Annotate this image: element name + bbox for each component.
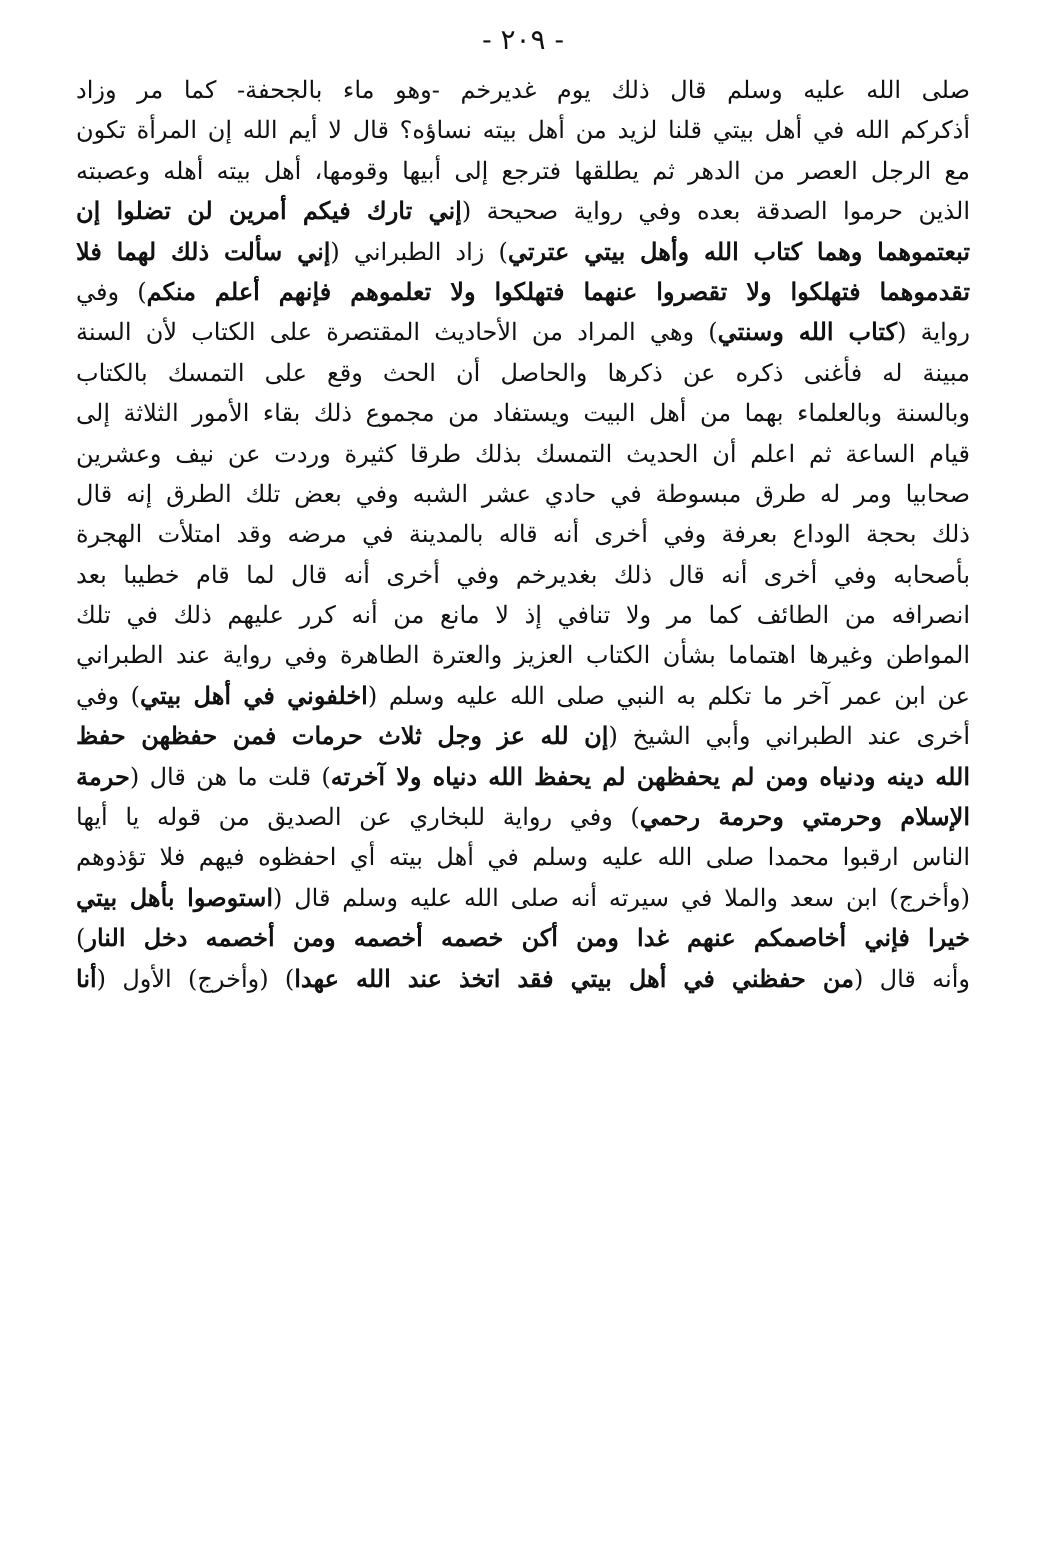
text-line <box>76 959 970 999</box>
text-segment: الناس ارقبوا محمدا صلى الله عليه وسلم في أهل بيته أي احفظوه فيهم فلا تؤذوهم <box>76 843 970 872</box>
text-line <box>76 272 970 312</box>
text-line <box>76 353 970 393</box>
text-segment: ) <box>76 924 86 953</box>
bold-quote-segment: استوصوا بأهل بيتي <box>76 882 274 912</box>
text-line <box>76 514 970 554</box>
bold-quote-segment: إني سألت ذلك لهما فلا <box>76 236 331 266</box>
text-line <box>76 595 970 635</box>
bold-quote-segment: الإسلام وحرمتي وحرمة رحمي <box>639 802 970 832</box>
text-line <box>76 232 970 272</box>
text-segment: وبالسنة وبالعلماء بهما من أهل البيت ويستفاد من مجموع ذلك بقاء الأمور الثلاثة إلى <box>76 399 970 428</box>
text-segment: مع الرجل العصر من الدهر ثم يطلقها فترجع إلى أبيها وقومها، أهل بيته أهله وعصبته <box>76 156 970 185</box>
text-line <box>76 434 970 474</box>
bold-quote-segment: الله دينه ودنياه ومن لم يحفظهن لم يحفظ الله دنياه ولا آخرته <box>330 761 970 791</box>
text-segment: عن ابن عمر آخر ما تكلم به النبي صلى الله عليه وسلم ( <box>367 681 970 710</box>
text-segment: بأصحابه وفي أخرى أنه قال ذلك بغديرخم وفي أخرى أنه قال لما قام خطيبا بعد <box>76 560 970 589</box>
text-line <box>76 635 970 675</box>
text-segment: ) قلت ما هن قال ( <box>129 762 331 791</box>
bold-quote-segment: إن لله عز وجل ثلاث حرمات فمن حفظهن حفظ <box>76 721 609 751</box>
text-line <box>76 837 970 877</box>
bold-quote-segment: كتاب الله وسنتي <box>717 317 898 347</box>
bold-quote-segment: خيرا فإني أخاصمكم عنهم غدا ومن أكن خصمه أخصمه ومن أخصمه دخل النار <box>85 923 970 953</box>
bold-quote-segment: حرمة <box>76 761 130 791</box>
text-line <box>76 474 970 514</box>
text-segment: صحابيا ومر له طرق مبسوطة في حادي عشر الشبه وفي بعض تلك الطرق إنه قال <box>76 479 970 508</box>
bold-quote-segment: إني تارك فيكم أمرين لن تضلوا إن <box>76 196 462 226</box>
text-line <box>76 312 970 352</box>
text-segment: ) زاد الطبراني ( <box>330 237 508 266</box>
text-line <box>76 393 970 433</box>
text-line <box>76 555 970 595</box>
text-segment: الذين حرموا الصدقة بعده وفي رواية صحيحة ( <box>461 197 970 226</box>
text-line <box>76 918 970 958</box>
text-segment: المواطن وغيرها اهتماما بشأن الكتاب العزيز والعترة الطاهرة وفي رواية عند الطبراني <box>76 641 970 670</box>
bold-quote-segment: أنا <box>76 963 97 993</box>
text-segment: ) وهي المراد من الأحاديث المقتصرة على الكتاب لأن السنة <box>76 318 718 347</box>
text-line <box>76 757 970 797</box>
text-segment: ) (وأخرج) الأول ( <box>96 964 295 993</box>
text-line <box>76 797 970 837</box>
body-text <box>76 70 970 999</box>
bold-quote-segment: تبعتموهما وهما كتاب الله وأهل بيتي عترتي <box>507 236 970 266</box>
text-line <box>76 676 970 716</box>
text-segment: أخرى عند الطبراني وأبي الشيخ ( <box>608 722 970 751</box>
text-line <box>76 716 970 756</box>
page-number: - ٢٠٩ - <box>482 23 564 56</box>
text-segment: انصرافه من الطائف كما مر ولا تنافي إذ لا مانع من أنه كرر عليهم ذلك في تلك <box>76 601 970 630</box>
text-segment: رواية ( <box>897 318 970 347</box>
text-line <box>76 191 970 231</box>
text-segment: ) وفي رواية للبخاري عن الصديق من قوله يا أيها <box>76 803 640 832</box>
text-segment: ) وفي <box>76 277 147 306</box>
text-segment: وأنه قال ( <box>853 964 970 993</box>
text-segment: أذكركم الله في أهل بيتي قلنا لزيد من أهل بيته نساؤه؟ قال لا أيم الله إن المرأة تكون <box>76 116 970 145</box>
bold-quote-segment: من حفظني في أهل بيتي فقد اتخذ عند الله عهدا <box>294 963 854 993</box>
text-segment: صلى الله عليه وسلم قال ذلك يوم غديرخم -وهو ماء بالجحفة- كما مر وزاد <box>76 76 970 104</box>
text-segment: قيام الساعة ثم اعلم أن الحديث التمسك بذلك طرقا كثيرة وردت عن نيف وعشرين <box>76 439 970 468</box>
text-segment: ) وفي <box>76 681 141 710</box>
text-line <box>76 151 970 191</box>
text-line <box>76 70 970 110</box>
text-segment: ذلك بحجة الوداع بعرفة وفي أخرى أنه قاله بالمدينة في مرضه وقد امتلأت الهجرة <box>76 520 970 549</box>
text-segment: مبينة له فأغنى ذكره عن ذكرها والحاصل أن الحث وقع على التمسك بالكتاب <box>76 358 970 387</box>
text-segment: (وأخرج) ابن سعد والملا في سيرته أنه صلى الله عليه وسلم قال ( <box>273 883 970 912</box>
text-line <box>76 878 970 918</box>
text-line <box>76 110 970 150</box>
bold-quote-segment: تقدموهما فتهلكوا ولا تقصروا عنهما فتهلكوا ولا تعلموهم فإنهم أعلم منكم <box>146 276 970 306</box>
bold-quote-segment: اخلفوني في أهل بيتي <box>140 680 368 710</box>
